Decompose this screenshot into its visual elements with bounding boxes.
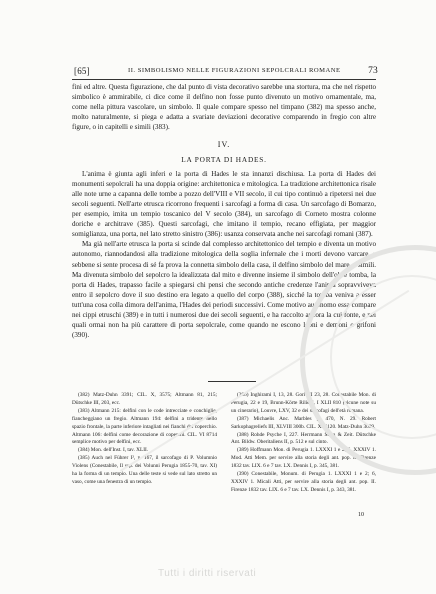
chapter-number: IV. bbox=[217, 140, 231, 150]
footnote: (383) Altmann 215: delfini con le code intrecciate e conchiglie, fiancheggiano un fregio. Altmann 194: delfini a tridente nello spazio frontale, la parte inferiore intagliati nei fianchi del coperchio. Altmann 106: delfini come decorazione di coperchi. CIL. VI 8714 semplice motivo per delfini, ecc. bbox=[72, 407, 217, 446]
paragraph-2: Ma già nell'arte etrusca la porta si scinde dal complesso architettonico del tempio e diventa un motivo autonomo, riannodandosi alla tradizione mitologica della soglia infernale che i morti devono varcare, e sebbene si sente procesa di sé fa prova la connetta simbolo della casa, il delfino simbolo del mare, e simili. Ma divenuta simbolo del sepolcro la idealizzata dal mito e divenne insieme il simbolo dell'oltre tomba, la porta di Hades, trapasso facile a spiegarsi chi pensi che secondo antiche credenze l'anima sopravviveva entro il sepolcro dove il suo destino era legato a quello del corpo (388), sicché la tomba veniva a esser tutt'una cosa colla dimora dell'anima, l'Hades dei periodi successivi. Come motivo autonomo essa compare nei cippi etruschi (389) e in tutti i numerosi due dei secoli seguenti, e ha raccolto ancora la cui fonte, e nei quali ormai non ha più carattere di porta sepolcrale, come quando ne escono leoni e demoni o grifoni (390). bbox=[72, 240, 376, 340]
footnote: (385) Auch nel Führer I², p. 167, il sarcofago di P. Volumnio Violens (Conestabile, Il sep. dei Volunni Perugia 1855-70, tav. XI) ha la forma di un tempio. Una delle teste si vede sul lato stretto un vaso, come una fenestra di un tempio. bbox=[72, 455, 217, 485]
footnote: (390) Conestabile, Monum. di Perugia 1. LXXXI 1 e 2; 6, XXXIV 1. Micali Atti, per servire alla storia degli ant. pop. II. Firenze 1832 tav. LIX. 6 e 7 tav. LX. Dennis I, p. 343, 381. bbox=[231, 471, 376, 493]
footnote: (382) Matz-Duhn 3391; CIL. X, 3575; Altmann 81, 215; Dütschke III, 203, ecc. bbox=[72, 392, 217, 406]
section-title: LA PORTA DI HADES. bbox=[181, 154, 267, 164]
footnote: (389) Hoffmann Mon. di Perugia 1. LXXXI 1 e 2; 6, XXXIV 1. Mod. Atti Mem. per servire alla storia degli ant. pop. II. Firenze 1832 tav. LIX. 6 e 7 tav. LX. Dennis I, p. 345, 381. bbox=[231, 447, 376, 470]
footnote: (386) Inghirami I, 13, 28. Gori III 23, 28. Conestabile Mon. di Perugia, 22 e 19, Brunn-Körte Rilievi, I XLII 810 (alcune note su un cinerario), Louvre, LXV, 32 e dei sarcofagi dell'età romana. bbox=[231, 392, 376, 414]
original-page-number: [65] bbox=[74, 66, 90, 76]
footnote: (387) Michaelis Anc. Marbles p. 470, N. 29. Robert Sarkophagreliefs III, XLVIII 300b. CIL. XI 6120. Matz-Duhn 3099. bbox=[231, 415, 376, 430]
signature-mark: 10 bbox=[358, 512, 364, 518]
running-head: II. SIMBOLISMO NELLE FIGURAZIONI SEPOLCRALI ROMANE bbox=[128, 67, 341, 74]
footnotes-left-column bbox=[72, 392, 217, 487]
paragraph-intro: fini ed altre. Questa figurazione, che dal punto di vista decorativo sarebbe una storturа, ma che nel rispetto simbolico è ammirabile, ci dice come il delfino non fosse punto divenuto un motivo ornamentale, ma, come nella pittura vascolare, un simbolo. Il quale compare spesso nel timpano (382) ma spesso anche, molto naturalmente, si piega e adatta a svariate deviazioni decorative comparendo in fregio con altre figure, o in capitelli e simili (383). bbox=[72, 83, 376, 132]
page-number: 73 bbox=[368, 66, 378, 76]
paragraph-1: L'anima è giunta agli inferi e la porta di Hades le sta innanzi dischiusa. La porta di Hades dei monumenti sepolcrali ha una doppia origine: architettonica e mitologica. La tradizione architettonica risale alle note urne a capanna delle tombe a pozzo dell'VIII e VII secolo, il cui tipo continuò a ripetersi nei due secoli seguenti. Nell'arte etrusca ricorrono frequenti i sarcofagi a forma di casa. Un sarcofago di Bomarzo, per esempio, imita un tempio toscanico del V secolo (384), un sarcofago di Corneto mostra colonne doriche e architrave (385). Questi sarcofagi, che imitano il tempio, recano effigiata, per maggior somiglianza, una porta, nel lato stretto sinistro (386): usanza conservata anche nei sarcofagi romani (387). bbox=[72, 169, 376, 239]
header-rule bbox=[72, 79, 376, 80]
footnote: (388) Rohde Psyche I, 227. Herrmann Sunn & Zeit. Dütschke Ant. Bildw. Oberitaliens II, p. 512 e sul cinto. bbox=[231, 431, 376, 446]
page-header bbox=[58, 66, 378, 80]
watermark-text: Tutti i diritti riservati bbox=[158, 568, 257, 579]
footnote: (384) Mon. dell'Inst. I, tav. XLII. bbox=[78, 447, 149, 454]
footnote-rule bbox=[208, 381, 256, 382]
